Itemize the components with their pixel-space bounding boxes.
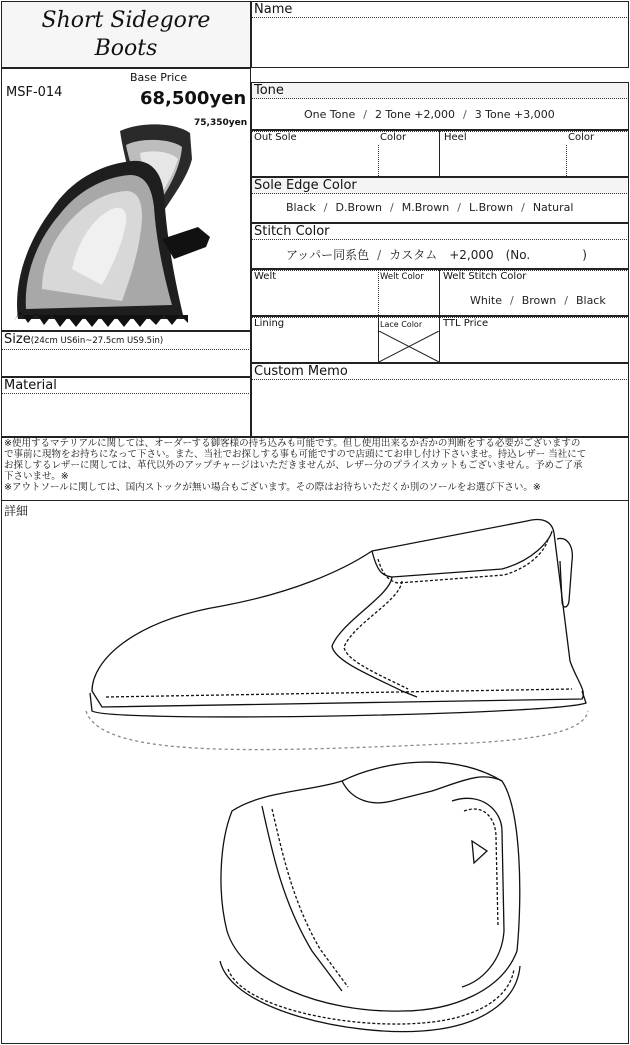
welt-row <box>251 269 629 316</box>
ttl-price-input[interactable] <box>443 333 625 361</box>
stitch-custom-close: ) <box>582 248 587 262</box>
lace-not-applicable-icon <box>379 331 439 362</box>
name-label: Name <box>252 2 627 18</box>
notes-block <box>1 437 629 500</box>
stitch-same-color[interactable]: アッパー同系色 <box>286 248 370 262</box>
shoe-rear-sketch-icon <box>202 751 542 1041</box>
welt-stitch-brown[interactable]: Brown <box>521 294 557 307</box>
sole-heel-row <box>251 130 629 177</box>
note-line-4: 下さいませ。※ <box>4 471 69 482</box>
tone-option-three[interactable]: 3 Tone +3,000 <box>474 108 555 121</box>
tone-option-two[interactable]: 2 Tone +2,000 <box>374 108 455 121</box>
tone-label: Tone <box>252 83 627 99</box>
tone-options: One Tone / 2 Tone +2,000 / 3 Tone +3,000 <box>304 108 555 121</box>
out-sole-color-input[interactable] <box>380 147 436 175</box>
welt-stitch-options: White / Brown / Black <box>470 294 606 307</box>
material-label: Material <box>2 378 249 394</box>
custom-memo-field[interactable] <box>251 363 629 437</box>
base-price: 68,500yen <box>140 88 247 109</box>
shoe-side-sketch-icon <box>72 511 612 761</box>
heel-label: Heel <box>444 132 467 143</box>
welt-color-label: Welt Color <box>380 272 424 282</box>
title-box <box>1 1 251 68</box>
sole-edge-options: Black / D.Brown / M.Brown / L.Brown / Natural <box>286 201 574 214</box>
product-title-line1: Short Sidegore <box>41 8 211 33</box>
detail-area[interactable] <box>1 500 629 1044</box>
sole-edge-mbrown[interactable]: M.Brown <box>401 201 450 214</box>
size-header <box>2 332 249 350</box>
stitch-custom[interactable]: カスタム +2,000 (No. <box>389 248 531 262</box>
tone-option-one[interactable]: One Tone <box>304 108 356 121</box>
out-sole-input[interactable] <box>254 147 376 175</box>
sole-edge-color-label: Sole Edge Color <box>252 178 627 194</box>
note-line-3: お探しするレザーに関しては、革代以外のアップチャージはいただきませんが、レザー分のプライスカットもございません。予めご了承 <box>4 460 583 471</box>
note-line-5: ※アウトソールに関しては、国内ストックが無い場合もございます。その際はお待ちいただくか別のソールをお選び下さい。※ <box>4 482 541 493</box>
welt-stitch-color-label: Welt Stitch Color <box>443 271 527 282</box>
base-price-label: Base Price <box>130 71 188 84</box>
welt-color-input[interactable] <box>380 286 436 314</box>
out-sole-color-label: Color <box>380 132 407 143</box>
ttl-price-label: TTL Price <box>443 318 489 329</box>
lining-input[interactable] <box>254 333 376 361</box>
sole-edge-dbrown[interactable]: D.Brown <box>335 201 382 214</box>
heel-input[interactable] <box>443 147 563 175</box>
welt-stitch-black[interactable]: Black <box>575 294 606 307</box>
tax-price: 75,350yen <box>194 118 248 128</box>
sole-edge-natural[interactable]: Natural <box>532 201 574 214</box>
lining-row <box>251 316 629 363</box>
material-field[interactable] <box>1 377 251 437</box>
sole-edge-lbrown[interactable]: L.Brown <box>468 201 514 214</box>
welt-input[interactable] <box>254 286 376 314</box>
product-code: MSF-014 <box>6 85 63 100</box>
stitch-options: アッパー同系色 / カスタム +2,000 (No. ) <box>286 248 587 262</box>
lace-color-label: Lace Color <box>380 320 423 329</box>
note-line-1: ※使用するマテリアルに関しては、オーダーする御客様の持ち込みも可能です。但し使用出来るか否かの判断をする必要がございますの <box>4 438 581 449</box>
size-range: (24cm US6in~27.5cm US9.5in) <box>30 336 164 346</box>
sole-edge-color-field <box>251 177 629 223</box>
sole-edge-black[interactable]: Black <box>286 201 316 214</box>
product-panel <box>1 68 251 331</box>
product-photo-icon <box>12 119 212 329</box>
size-label: Size <box>4 332 31 347</box>
custom-memo-label: Custom Memo <box>252 364 627 380</box>
welt-label: Welt <box>254 271 277 282</box>
stitch-color-field <box>251 223 629 269</box>
out-sole-label: Out Sole <box>254 132 297 143</box>
tone-field <box>251 82 629 130</box>
name-field[interactable] <box>251 1 629 68</box>
stitch-color-label: Stitch Color <box>252 224 627 240</box>
welt-stitch-white[interactable]: White <box>470 294 502 307</box>
product-title-line2: Boots <box>94 36 158 61</box>
lining-label: Lining <box>254 318 285 329</box>
heel-color-input[interactable] <box>568 147 626 175</box>
detail-label: 詳細 <box>4 504 29 518</box>
heel-color-label: Color <box>568 132 595 143</box>
note-line-2: で事前に現物をお持ちになって下さい。また、当社でお探しする事も可能ですので店頭にてお申し付け下さいませ。持込レザー 当社にて <box>4 449 587 460</box>
size-field[interactable] <box>1 331 251 377</box>
